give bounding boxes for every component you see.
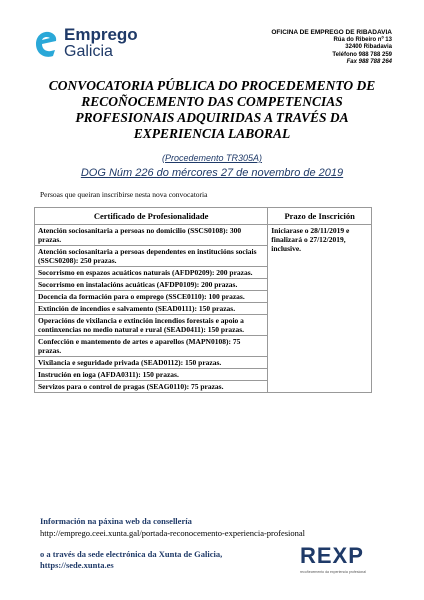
intro-text: Persoas que queiran inscribirse nesta nova convocatoria — [40, 190, 208, 199]
procedure-code: (Procedemento TR305A) — [161, 153, 263, 163]
dog-reference: DOG Núm 226 do mércores 27 de novembro de 2019 — [80, 167, 344, 179]
office-fax: Fax 988 788 264 — [346, 59, 392, 65]
certificate-cell: Socorrismo en espazos acuáticos naturais (AFDP0209): 200 prazas. — [35, 267, 268, 279]
office-city: 32400 Ribadavia — [345, 44, 392, 50]
emprego-logo-icon — [32, 28, 58, 60]
table-header-row — [35, 208, 372, 225]
registration-period: Iniciarase o 28/11/2019 e finalizará o 27/12/2019, inclusive. — [268, 225, 372, 393]
table-row — [35, 225, 372, 246]
certificate-cell: Servizos para o control de pragas (SEAG0110): 75 prazas. — [35, 381, 268, 393]
info-url-link[interactable]: http://emprego.ceei.xunta.gal/portada-reconocemento-experiencia-profesional — [40, 528, 306, 538]
office-name: OFICINA DE EMPREGO DE RIBADAVIA — [271, 29, 392, 36]
certificates-table — [34, 207, 372, 393]
certificate-cell: Docencia da formación para o emprego (SSCE0110): 100 prazas. — [35, 291, 268, 303]
header-certificate: Certificado de Profesionalidade — [35, 208, 268, 225]
certificate-cell: Extinción de incendios e salvamento (SEAD0111): 150 prazas. — [35, 303, 268, 315]
sede-url-link[interactable]: https://sede.xunta.es — [40, 560, 114, 570]
certificate-cell: Atención sociosanitaria a persoas dependentes en institucións sociais (SSCS0208): 250 prazas. — [35, 246, 268, 267]
info-heading: Información na páxina web da consellería — [40, 516, 192, 526]
certificate-cell: Vixilancia e seguridade privada (SEAD0112): 150 prazas. — [35, 357, 268, 369]
certificate-cell: Operacións de vixilancia e extinción incendios forestais e apoio a continxencias no medio natural e rural (SEAD0411): 150 prazas. — [35, 315, 268, 336]
emprego-galicia-logo — [32, 26, 162, 66]
rexp-logo-subtitle: recoñecemento da experiencia profesional — [300, 570, 366, 574]
office-phone: Teléfono 988 788 259 — [332, 51, 392, 58]
header-period: Prazo de Inscrición — [268, 208, 372, 225]
certificate-cell: Instrución en ioga (AFDA0311): 150 prazas. — [35, 369, 268, 381]
certificate-cell: Socorrismo en instalacións acuáticas (AFDP0109): 200 prazas. — [35, 279, 268, 291]
rexp-logo-text: REXP — [300, 543, 364, 568]
logo-line-1: Emprego — [64, 25, 138, 44]
office-address — [271, 29, 392, 67]
certificate-cell: Confección e mantemento de artes e aparellos (MAPN0108): 75 prazas. — [35, 336, 268, 357]
logo-line-2: Galicia — [64, 43, 113, 60]
certificate-cell: Atención sociosanitaria a persoas no domicilio (SSCS0108): 300 prazas. — [35, 225, 268, 246]
sede-line: o a través da sede electrónica da Xunta de Galicia, — [40, 549, 223, 559]
rexp-logo — [300, 544, 386, 578]
document-title: CONVOCATORIA PÚBLICA DO PROCEDEMENTO DE RECOÑOCEMENTO DAS COMPETENCIAS PROFESIONAIS ADQUIRIDAS A TRAVÉS DA EXPERIENCIA LABORAL — [48, 78, 376, 141]
office-street: Rúa do Ribeiro nº 13 — [333, 36, 392, 43]
